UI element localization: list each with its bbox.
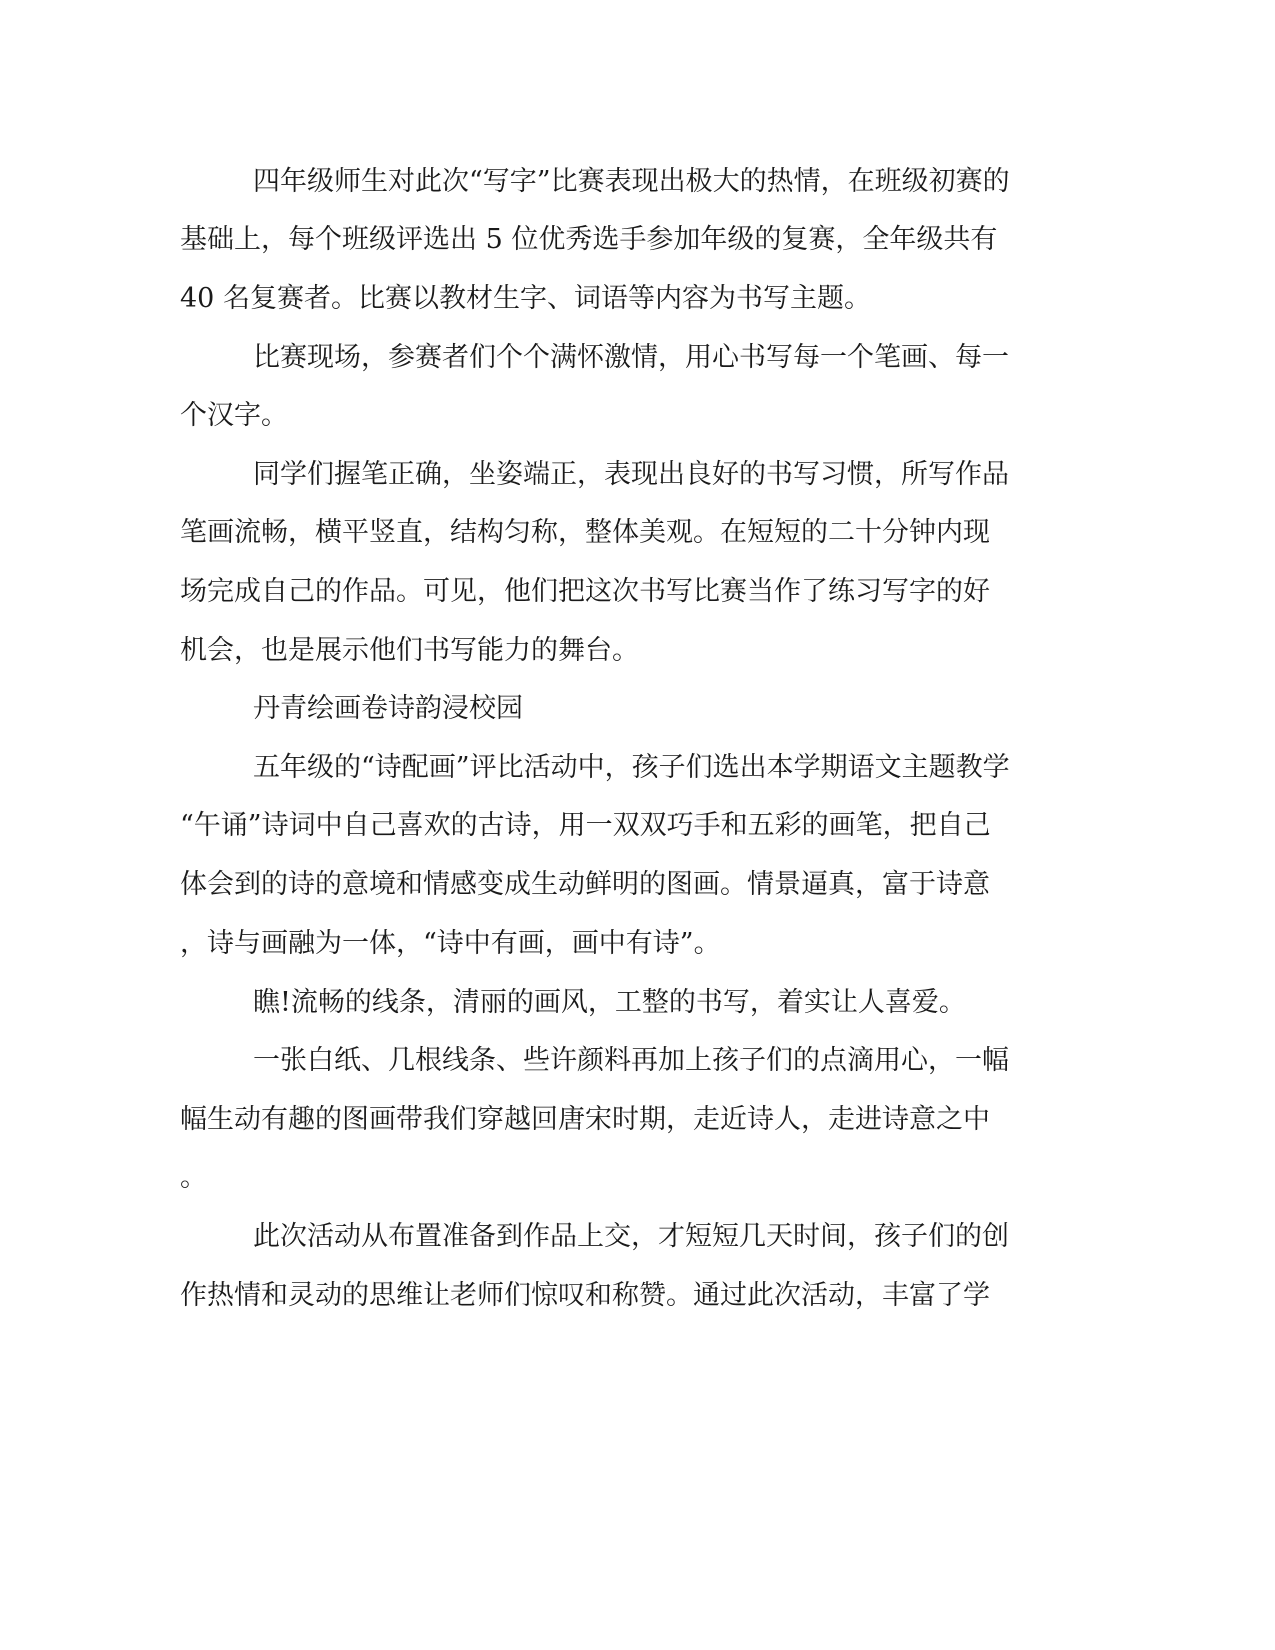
paragraph-line: 瞧!流畅的线条，清丽的画风，工整的书写，着实让人喜爱。 bbox=[253, 987, 966, 1018]
paragraph-line: 笔画流畅，横平竖直，结构匀称，整体美观。在短短的二十分钟内现 bbox=[180, 517, 990, 548]
paragraph-line: 机会，也是展示他们书写能力的舞台。 bbox=[180, 635, 639, 666]
paragraph-line: 体会到的诗的意境和情感变成生动鲜明的图画。情景逼真，富于诗意 bbox=[180, 869, 990, 900]
paragraph-line: 幅生动有趣的图画带我们穿越回唐宋时期，走近诗人，走进诗意之中 bbox=[180, 1104, 990, 1135]
paragraph-line: 。 bbox=[180, 1162, 207, 1193]
section-heading: 丹青绘画卷诗韵浸校园 bbox=[253, 693, 523, 724]
paragraph-line: ，诗与画融为一体，“诗中有画，画中有诗”。 bbox=[180, 928, 721, 959]
paragraph-line: 同学们握笔正确，坐姿端正，表现出良好的书写习惯，所写作品 bbox=[253, 459, 1009, 490]
paragraph-line: 40 名复赛者。比赛以教材生字、词语等内容为书写主题。 bbox=[180, 283, 871, 314]
paragraph-line: 比赛现场，参赛者们个个满怀激情，用心书写每一个笔画、每一 bbox=[253, 342, 1009, 373]
paragraph-line: 四年级师生对此次“写字”比赛表现出极大的热情，在班级初赛的 bbox=[253, 166, 1010, 197]
paragraph-line: 个汉字。 bbox=[180, 400, 288, 431]
paragraph-line: 五年级的“诗配画”评比活动中，孩子们选出本学期语文主题教学 bbox=[253, 752, 1010, 783]
paragraph-line: 一张白纸、几根线条、些许颜料再加上孩子们的点滴用心，一幅 bbox=[253, 1045, 1009, 1076]
paragraph-line: 作热情和灵动的思维让老师们惊叹和称赞。通过此次活动，丰富了学 bbox=[180, 1280, 990, 1311]
paragraph-line: “午诵”诗词中自己喜欢的古诗，用一双双巧手和五彩的画笔，把自己 bbox=[180, 810, 991, 841]
paragraph-line: 场完成自己的作品。可见，他们把这次书写比赛当作了练习写字的好 bbox=[180, 576, 990, 607]
paragraph-line: 此次活动从布置准备到作品上交，才短短几天时间，孩子们的创 bbox=[253, 1221, 1009, 1252]
paragraph-line: 基础上，每个班级评选出 5 位优秀选手参加年级的复赛，全年级共有 bbox=[180, 224, 998, 255]
